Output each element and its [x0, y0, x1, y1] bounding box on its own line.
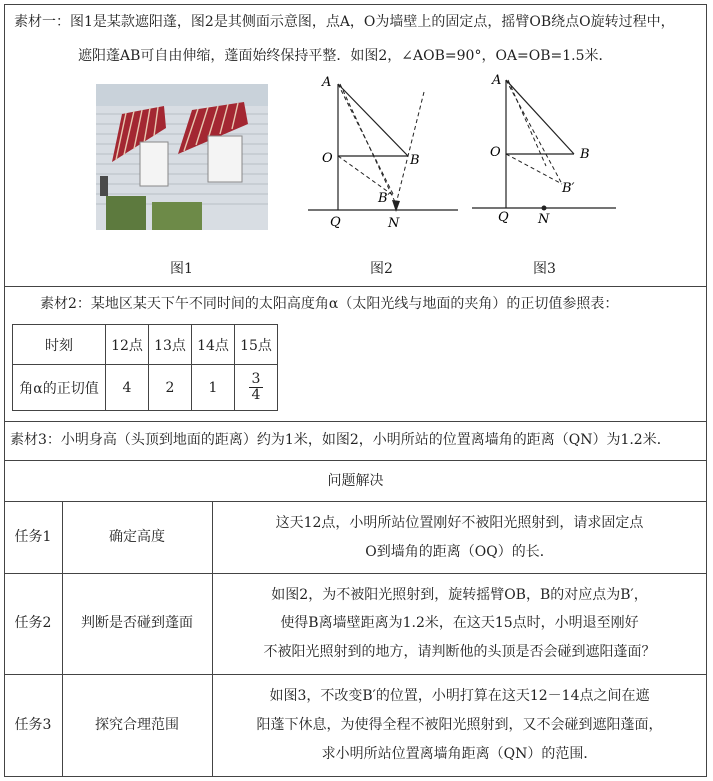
divider-problem-header [4, 501, 707, 502]
task3-name: 探究合理范围 [95, 717, 179, 733]
material2-title: 素材2：某地区某天下午不同时间的太阳高度角α（太阳光线与地面的夹角）的正切值参照表： [40, 296, 619, 312]
divider-material1 [4, 286, 707, 287]
fig2-label-q: Q [330, 215, 341, 230]
fraction-numerator: 3 [249, 372, 264, 388]
task3-line3: 求小明所站位置离墙角距离（QN）的范围． [321, 746, 598, 762]
caption-figure-1: 图1 [170, 261, 193, 277]
table-time-14: 14点 [192, 325, 235, 365]
material1-line1: 素材一：图1是某款遮阳蓬，图2是其侧面示意图，点A，O为墙壁上的固定点，摇臂OB绕点O旋转过程中， [14, 14, 675, 30]
fig3-label-o: O [490, 145, 501, 160]
divider-material3 [4, 460, 707, 461]
material1-line2: 遮阳蓬AB可自由伸缩，蓬面始终保持平整．如图2，∠AOB=90°，OA=OB=1.5米． [78, 48, 613, 64]
fig3-label-b: B [580, 147, 590, 162]
material3-text: 素材3：小明身高（头顶到地面的距离）约为1米，如图2，小明所站的位置离墙角的距离（QN）为1.2米． [10, 432, 671, 448]
table-tan-12: 4 [106, 365, 149, 411]
table-header-time: 时刻 [13, 325, 106, 365]
divider-task1 [4, 573, 707, 574]
task2-line3: 不被阳光照射到的地方，请判断他的头顶是否会碰到遮阳蓬面？ [263, 644, 656, 660]
task3-line2: 阳蓬下休息，为使得全程不被阳光照射到，又不会碰到遮阳蓬面， [256, 717, 663, 733]
table-tan-15 [235, 365, 278, 411]
figure-2-diagram [300, 70, 470, 230]
table-time-15: 15点 [235, 325, 278, 365]
task1-name: 确定高度 [109, 529, 165, 545]
awning-photo [96, 84, 268, 230]
caption-figure-3: 图3 [533, 261, 556, 277]
fig3-label-a: A [492, 73, 502, 88]
fig3-label-n: N [538, 212, 550, 227]
problem-header: 问题解决 [327, 473, 384, 489]
task1-line1: 这天12点，小明所站位置刚好不被阳光照射到，请求固定点 [275, 515, 644, 531]
task2-line2: 使得B离墙壁距离为1.2米，在这天15点时，小明退至刚好 [280, 615, 639, 631]
task2-id: 任务2 [14, 615, 52, 631]
table-header-tan: 角α的正切值 [13, 365, 106, 411]
table-time-13: 13点 [149, 325, 192, 365]
caption-figure-2: 图2 [370, 261, 393, 277]
fraction-denominator: 4 [251, 387, 261, 403]
tangent-table [12, 324, 278, 411]
task3-line1: 如图3，不改变B′的位置，小明打算在这天12－14点之间在遮 [269, 688, 650, 704]
fig3-label-b-prime: B′ [562, 181, 575, 196]
table-tan-14: 1 [192, 365, 235, 411]
fig2-label-a: A [322, 75, 332, 90]
fig2-label-b-prime: B′ [378, 191, 391, 206]
task3-id: 任务3 [14, 717, 52, 733]
fig2-label-b: B [410, 153, 420, 168]
task1-line2: O到墙角的距离（OQ）的长． [365, 544, 554, 560]
figure-3-diagram [470, 70, 630, 230]
task1-id: 任务1 [14, 529, 52, 545]
divider-material2 [4, 421, 707, 422]
fig3-label-q: Q [498, 210, 509, 225]
divider-task2 [4, 674, 707, 675]
table-tan-13: 2 [149, 365, 192, 411]
task2-line1: 如图2，为不被阳光照射到，旋转摇臂OB，B的对应点为B′， [271, 587, 648, 603]
fig2-label-o: O [322, 151, 333, 166]
task2-name: 判断是否碰到蓬面 [81, 615, 193, 631]
fraction-three-quarters [249, 372, 264, 403]
table-time-12: 12点 [106, 325, 149, 365]
fig2-label-n: N [388, 216, 400, 230]
